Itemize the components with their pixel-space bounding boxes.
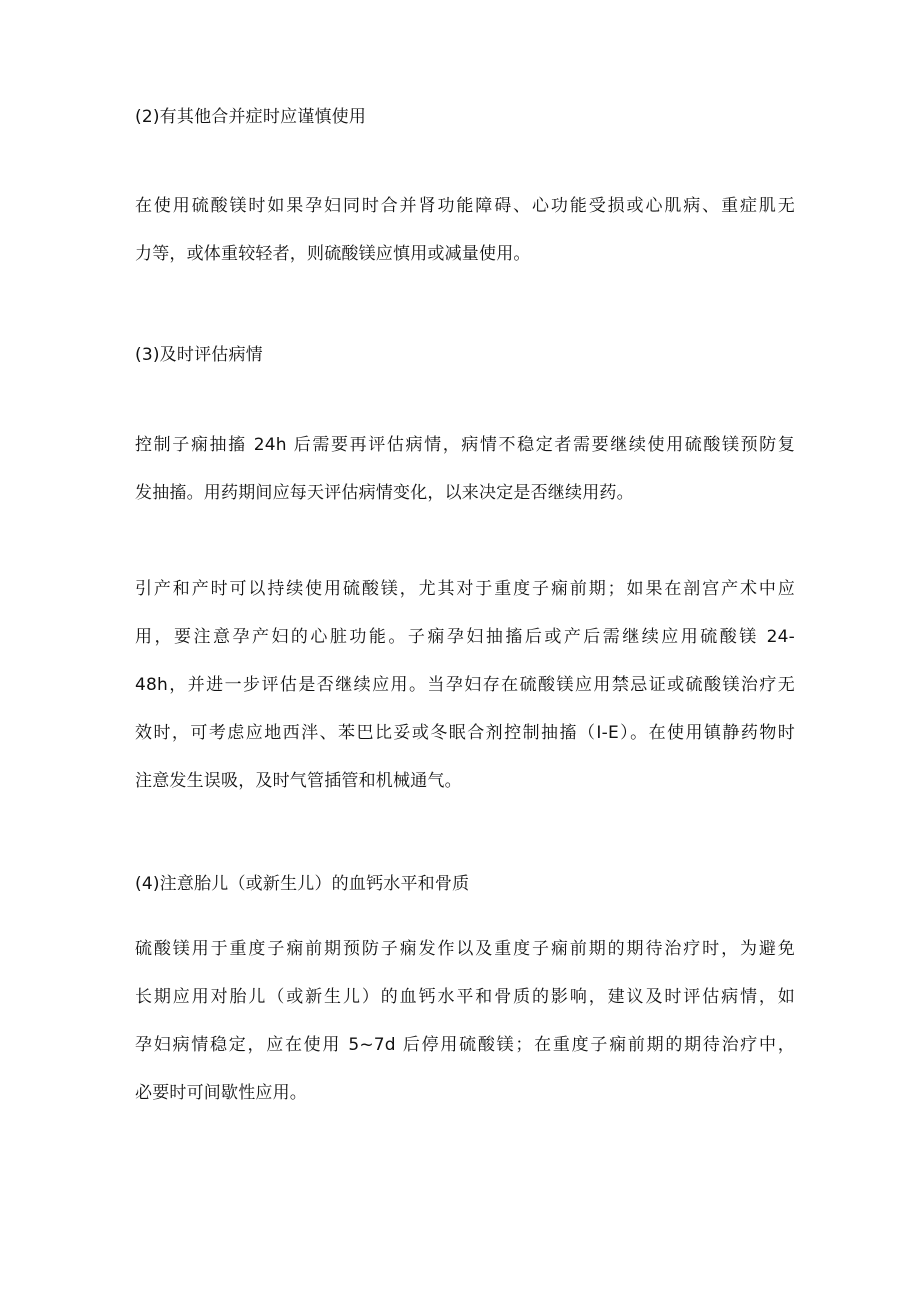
paragraph-line: 效时，可考虑应地西泮、苯巴比妥或冬眠合剂控制抽搐（I-E）。在使用镇静药物时 <box>135 723 795 743</box>
paragraph-line: 必要时可间歇性应用。 <box>135 1083 307 1103</box>
paragraph-assessment <box>135 421 795 517</box>
paragraph-line: 力等，或体重较轻者，则硫酸镁应慎用或减量使用。 <box>135 244 531 264</box>
paragraph-line: 用，要注意孕产妇的心脏功能。子痫孕妇抽搐后或产后需继续应用硫酸镁 24- <box>135 627 795 647</box>
paragraph-renal-cardiac <box>135 182 795 278</box>
heading-text: (3)及时评估病情 <box>135 345 263 365</box>
section-heading-4 <box>135 860 795 908</box>
paragraph-line: 发抽搐。用药期间应每天评估病情变化，以来决定是否继续用药。 <box>135 483 634 503</box>
paragraph-line: 注意发生误吸，及时气管插管和机械通气。 <box>135 771 462 791</box>
paragraph-line: 控制子痫抽搐 24h 后需要再评估病情，病情不稳定者需要继续使用硫酸镁预防复 <box>135 435 795 455</box>
paragraph-line: 孕妇病情稳定，应在使用 5~7d 后停用硫酸镁；在重度子痫前期的期待治疗中， <box>135 1035 795 1055</box>
heading-text: (2)有其他合并症时应谨慎使用 <box>135 107 367 127</box>
paragraph-line: 硫酸镁用于重度子痫前期预防子痫发作以及重度子痫前期的期待治疗时，为避免 <box>135 939 795 959</box>
section-heading-2 <box>135 93 795 141</box>
paragraph-line: 长期应用对胎儿（或新生儿）的血钙水平和骨质的影响，建议及时评估病情，如 <box>135 987 795 1007</box>
paragraph-labor-delivery <box>135 565 795 805</box>
section-heading-3 <box>135 331 795 379</box>
paragraph-fetal-calcium <box>135 925 795 1117</box>
paragraph-line: 在使用硫酸镁时如果孕妇同时合并肾功能障碍、心功能受损或心肌病、重症肌无 <box>135 196 795 216</box>
heading-text: (4)注意胎儿（或新生儿）的血钙水平和骨质 <box>135 874 470 894</box>
paragraph-line: 48h，并进一步评估是否继续应用。当孕妇存在硫酸镁应用禁忌证或硫酸镁治疗无 <box>135 675 795 695</box>
paragraph-line: 引产和产时可以持续使用硫酸镁，尤其对于重度子痫前期；如果在剖宫产术中应 <box>135 579 795 599</box>
